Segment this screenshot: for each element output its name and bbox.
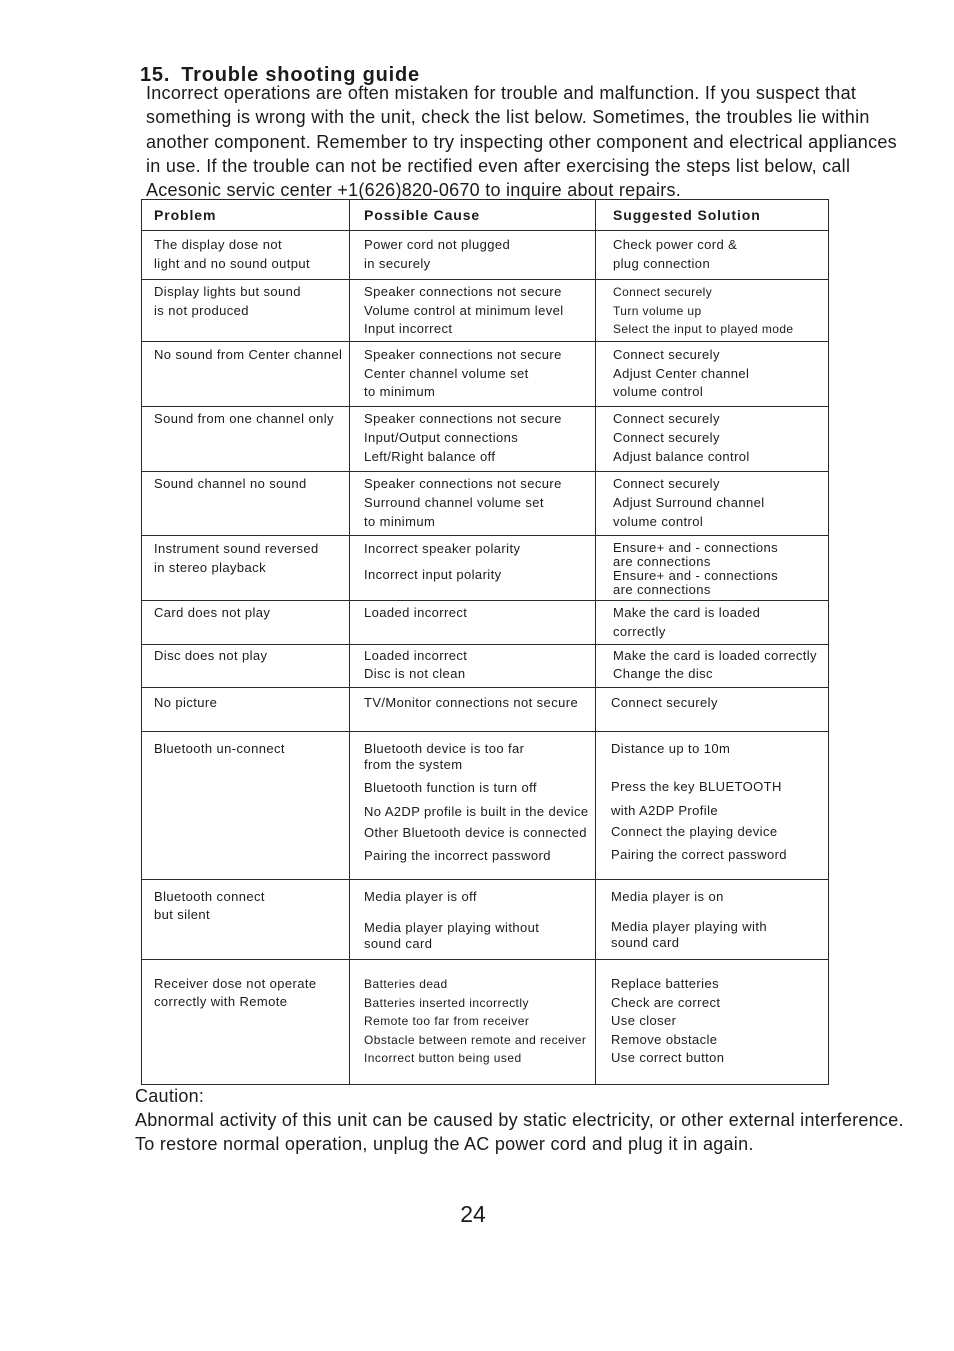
problem-text: in stereo playback <box>154 560 266 575</box>
intro-line: something is wrong with the unit, check the list below. Sometimes, the troubles lie within <box>146 107 870 128</box>
cause-text: Remote too far from receiver <box>364 1014 530 1028</box>
solution-cell <box>596 280 828 341</box>
intro-paragraph <box>146 81 897 202</box>
problem-text: The display dose not <box>154 237 282 252</box>
intro-line: Incorrect operations are often mistaken for trouble and malfunction. If you suspect that <box>146 83 857 103</box>
problem-cell <box>142 536 350 600</box>
cause-cell <box>350 601 596 644</box>
solution-text: are connections <box>613 582 711 597</box>
problem-text: but silent <box>154 907 211 922</box>
cause-text: Surround channel volume set <box>364 495 544 510</box>
solution-text: Connect securely <box>613 430 720 445</box>
cause-text: Incorrect speaker polarity <box>364 541 521 556</box>
problem-cell <box>142 645 350 687</box>
cause-text: Center channel volume set <box>364 365 529 381</box>
cause-cell <box>350 645 596 687</box>
cause-text: Obstacle between remote and receiver <box>364 1032 587 1047</box>
caution-label: Caution: <box>135 1086 205 1106</box>
problem-cell <box>142 880 350 959</box>
solution-cell <box>596 342 828 406</box>
caution-line: Abnormal activity of this unit can be caused by static electricity, or other external interference. <box>135 1110 904 1130</box>
problem-text: Sound from one channel only <box>154 411 334 426</box>
problem-text: No sound from Center channel <box>154 347 343 362</box>
cause-cell <box>350 536 596 600</box>
cause-text: Media player playing without <box>364 920 540 935</box>
problem-text: Instrument sound reversed <box>154 541 319 556</box>
table-header-row <box>142 200 828 231</box>
cause-cell <box>350 472 596 535</box>
solution-text: Check power cord & <box>613 237 738 252</box>
caution-line: To restore normal operation, unplug the AC power cord and plug it in again. <box>135 1134 754 1154</box>
solution-text: Replace batteries <box>611 976 719 991</box>
table-row <box>142 280 828 342</box>
cause-text: Other Bluetooth device is connected <box>364 825 587 840</box>
cause-text: Loaded incorrect <box>364 605 468 620</box>
table-row <box>142 880 828 960</box>
table-row <box>142 645 828 688</box>
cause-text: Loaded incorrect <box>364 648 468 663</box>
solution-text: Use correct button <box>611 1050 725 1065</box>
caution-note <box>135 1084 904 1156</box>
problem-text: Sound channel no sound <box>154 476 307 491</box>
cause-text: Incorrect input polarity <box>364 567 502 582</box>
problem-cell <box>142 280 350 341</box>
solution-cell <box>596 645 828 687</box>
solution-text: with A2DP Profile <box>611 803 718 818</box>
problem-cell <box>142 231 350 279</box>
solution-text: volume control <box>613 514 704 529</box>
cause-cell <box>350 231 596 279</box>
solution-cell <box>596 960 828 1084</box>
cause-cell <box>350 342 596 406</box>
cause-text: No A2DP profile is built in the device <box>364 804 589 819</box>
problem-cell <box>142 960 350 1084</box>
solution-text: Media player is on <box>611 889 724 904</box>
cause-text: Media player is off <box>364 889 477 904</box>
solution-text: Ensure+ and - connections <box>613 540 779 555</box>
problem-cell <box>142 732 350 879</box>
solution-text: Make the card is loaded correctly <box>613 648 817 663</box>
cause-cell <box>350 407 596 471</box>
problem-text: light and no sound output <box>154 256 311 271</box>
problem-cell <box>142 342 350 406</box>
table-row <box>142 536 828 601</box>
cause-text: TV/Monitor connections not secure <box>364 695 579 710</box>
solution-text: volume control <box>613 384 704 399</box>
solution-text: plug connection <box>613 256 711 271</box>
solution-cell <box>596 688 828 731</box>
table-row <box>142 601 828 645</box>
solution-text: Distance up to 10m <box>611 741 731 756</box>
solution-text: correctly <box>613 624 666 639</box>
solution-cell <box>596 407 828 471</box>
cause-cell <box>350 880 596 959</box>
cause-text: sound card <box>364 936 433 951</box>
intro-line: another component. Remember to try inspecting other component and electrical appliances <box>146 131 897 152</box>
solution-text: are connections <box>613 554 711 569</box>
solution-text: Connect securely <box>613 411 720 426</box>
solution-cell <box>596 732 828 879</box>
cause-text: to minimum <box>364 384 436 399</box>
table-row <box>142 472 828 536</box>
solution-text: Adjust Center channel <box>613 365 750 381</box>
cause-text: Bluetooth function is turn off <box>364 780 537 795</box>
problem-cell <box>142 601 350 644</box>
table-row <box>142 960 828 1084</box>
solution-text: Pairing the correct password <box>611 847 787 862</box>
problem-text: is not produced <box>154 302 249 318</box>
intro-line: Acesonic servic center +1(626)820-0670 to inquire about repairs. <box>146 180 682 200</box>
problem-cell <box>142 688 350 731</box>
cause-text: Batteries inserted incorrectly <box>364 995 529 1010</box>
solution-cell <box>596 880 828 959</box>
cause-text: Speaker connections not secure <box>364 476 562 491</box>
cause-text: Pairing the incorrect password <box>364 848 551 863</box>
table-row <box>142 231 828 280</box>
solution-text: Press the key BLUETOOTH <box>611 779 782 794</box>
cause-text: Speaker connections not secure <box>364 284 562 299</box>
solution-text: Adjust Surround channel <box>613 495 765 510</box>
cause-cell <box>350 732 596 879</box>
header-suggested-solution: Suggested Solution <box>613 207 761 223</box>
header-possible-cause: Possible Cause <box>350 200 596 230</box>
problem-text: correctly with Remote <box>154 994 288 1009</box>
cause-text: Power cord not plugged <box>364 237 511 252</box>
problem-cell <box>142 472 350 535</box>
cause-text: to minimum <box>364 514 436 529</box>
cause-text: Bluetooth device is too far <box>364 741 525 756</box>
section-number: 15. <box>140 64 171 86</box>
cause-text: Input/Output connections <box>364 430 519 445</box>
problem-text: No picture <box>154 695 218 710</box>
cause-cell <box>350 688 596 731</box>
table-row <box>142 732 828 880</box>
problem-text: Card does not play <box>154 605 271 620</box>
solution-text: Select the input to played mode <box>613 322 794 336</box>
problem-text: Receiver dose not operate <box>154 976 317 991</box>
cause-text: Speaker connections not secure <box>364 347 562 362</box>
solution-text: Adjust balance control <box>613 449 750 464</box>
solution-cell <box>596 231 828 279</box>
cause-text: Volume control at minimum level <box>364 302 564 318</box>
solution-text: Ensure+ and - connections <box>613 568 779 583</box>
cause-text: Batteries dead <box>364 977 448 991</box>
problem-cell <box>142 407 350 471</box>
cause-text: Left/Right balance off <box>364 449 496 464</box>
cause-cell <box>350 280 596 341</box>
solution-cell <box>596 601 828 644</box>
table-row <box>142 407 828 472</box>
section-title-text: Trouble shooting guide <box>181 64 420 86</box>
solution-text: Turn volume up <box>613 303 702 318</box>
cause-text: Disc is not clean <box>364 666 466 681</box>
table-row <box>142 688 828 732</box>
table-row <box>142 342 828 407</box>
cause-text: Speaker connections not secure <box>364 411 562 426</box>
cause-text: Input incorrect <box>364 321 453 336</box>
solution-text: sound card <box>611 935 680 950</box>
problem-text: Bluetooth connect <box>154 889 265 904</box>
cause-text: from the system <box>364 757 463 772</box>
solution-text: Connect the playing device <box>611 824 778 839</box>
cause-text: Incorrect button being used <box>364 1051 522 1065</box>
problem-text: Disc does not play <box>154 648 268 663</box>
solution-text: Remove obstacle <box>611 1031 718 1047</box>
cause-cell <box>350 960 596 1084</box>
solution-text: Connect securely <box>611 695 718 710</box>
solution-text: Connect securely <box>613 476 720 491</box>
header-problem: Problem <box>142 200 350 230</box>
solution-cell <box>596 536 828 600</box>
solution-text: Check are correct <box>611 994 721 1010</box>
solution-text: Connect securely <box>613 347 720 362</box>
solution-text: Make the card is loaded <box>613 605 761 620</box>
intro-line: in use. If the trouble can not be rectified even after exercising the steps list below, call <box>146 155 851 176</box>
problem-text: Display lights but sound <box>154 284 301 299</box>
page-number: 24 <box>460 1201 486 1227</box>
troubleshooting-table <box>141 199 829 1085</box>
cause-text: in securely <box>364 256 431 271</box>
solution-text: Use closer <box>611 1013 677 1028</box>
solution-text: Media player playing with <box>611 919 767 934</box>
solution-text: Connect securely <box>613 285 713 299</box>
solution-cell <box>596 472 828 535</box>
problem-text: Bluetooth un-connect <box>154 741 285 756</box>
solution-text: Change the disc <box>613 666 713 681</box>
